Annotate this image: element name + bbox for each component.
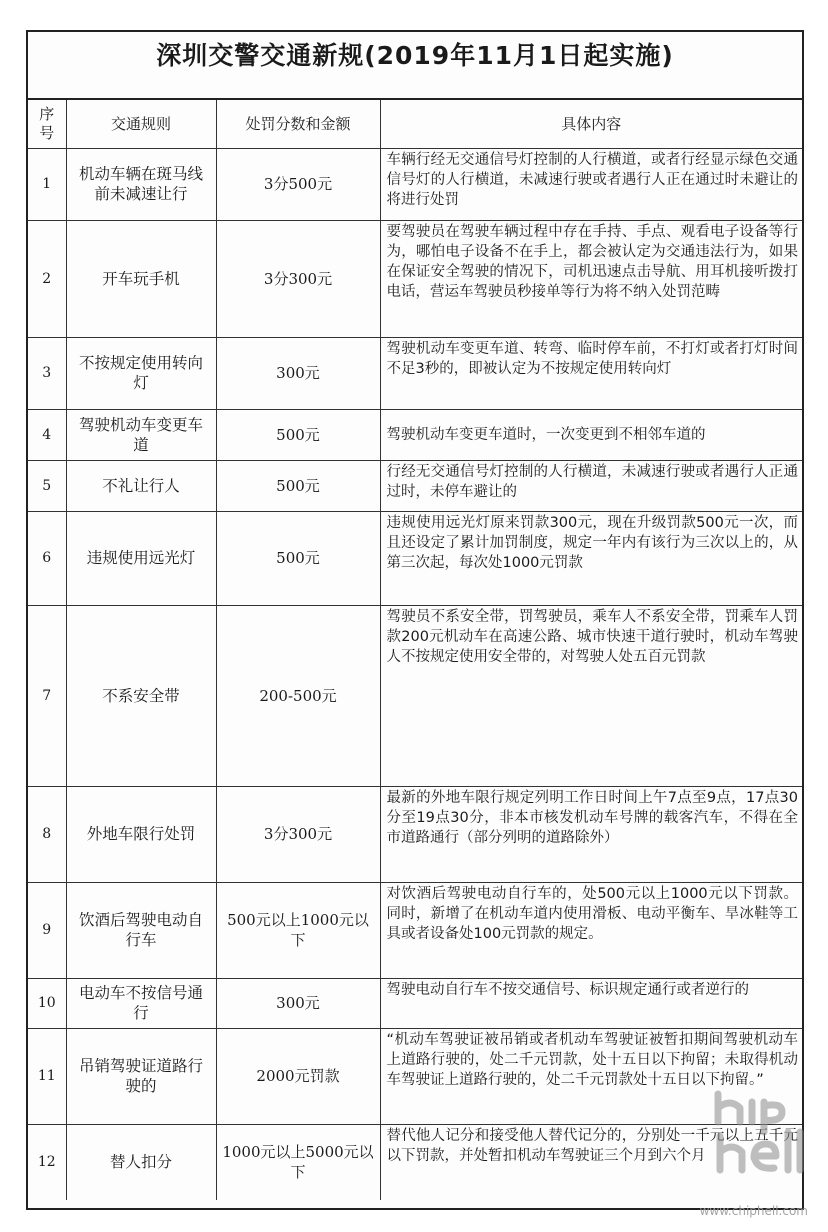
penalty-amount: 3分300元 — [216, 786, 380, 882]
penalty-amount: 1000元以上5000元以下 — [216, 1124, 380, 1200]
rule-name: 机动车辆在斑马线前未减速让行 — [66, 148, 216, 220]
row-number: 9 — [28, 882, 66, 978]
row-number: 7 — [28, 605, 66, 786]
table-row — [28, 511, 802, 605]
row-number: 8 — [28, 786, 66, 882]
rule-detail: 对饮酒后驾驶电动自行车的，处500元以上1000元以下罚款。同时，新增了在机动车道内使用滑板、电动平衡车、旱冰鞋等工具或者设备处100元罚款的规定。 — [380, 882, 802, 978]
penalty-amount: 3分300元 — [216, 220, 380, 337]
header-rule: 交通规则 — [66, 100, 216, 148]
table-row — [28, 786, 802, 882]
table-row — [28, 1028, 802, 1124]
penalty-amount: 300元 — [216, 337, 380, 409]
rules-sheet — [26, 30, 804, 1210]
table-row — [28, 1124, 802, 1200]
rule-name: 不礼让行人 — [66, 460, 216, 511]
penalty-amount: 500元 — [216, 460, 380, 511]
rule-detail: 驾驶机动车变更车道、转弯、临时停车前，不打灯或者打灯时间不足3秒的，即被认定为不按规定使用转向灯 — [380, 337, 802, 409]
penalty-amount: 3分500元 — [216, 148, 380, 220]
watermark-url: www.chiphell.com — [699, 1204, 808, 1218]
row-number: 4 — [28, 409, 66, 460]
rule-detail: 车辆行经无交通信号灯控制的人行横道，或者行经显示绿色交通信号灯的人行横道，未减速行驶或者遇行人正在通过时未避让的将进行处罚 — [380, 148, 802, 220]
header-no: 序号 — [28, 100, 66, 148]
rule-detail: 要驾驶员在驾驶车辆过程中存在手持、手点、观看电子设备等行为，哪怕电子设备不在手上，都会被认定为交通违法行为，如果在保证安全驾驶的情况下，司机迅速点击导航、用耳机接听拨打电话，营运车驾驶员秒接单等行为将不纳入处罚范畴 — [380, 220, 802, 337]
row-number: 5 — [28, 460, 66, 511]
rule-detail: 驾驶电动自行车不按交通信号、标识规定通行或者逆行的 — [380, 978, 802, 1028]
rule-name: 驾驶机动车变更车道 — [66, 409, 216, 460]
row-number: 12 — [28, 1124, 66, 1200]
rule-detail: 替代他人记分和接受他人替代记分的，分别处一千元以上五千元以下罚款，并处暂扣机动车驾驶证三个月到六个月 — [380, 1124, 802, 1200]
rule-name: 吊销驾驶证道路行驶的 — [66, 1028, 216, 1124]
table-row — [28, 605, 802, 786]
penalty-amount: 2000元罚款 — [216, 1028, 380, 1124]
table-row — [28, 409, 802, 460]
rule-name: 外地车限行处罚 — [66, 786, 216, 882]
table-row — [28, 220, 802, 337]
table-row — [28, 337, 802, 409]
table-row — [28, 460, 802, 511]
rule-name: 电动车不按信号通行 — [66, 978, 216, 1028]
rule-name: 替人扣分 — [66, 1124, 216, 1200]
row-number: 3 — [28, 337, 66, 409]
rules-table — [28, 100, 802, 1200]
rule-name: 违规使用远光灯 — [66, 511, 216, 605]
rule-detail: 驾驶机动车变更车道时，一次变更到不相邻车道的 — [380, 409, 802, 460]
row-number: 2 — [28, 220, 66, 337]
header-row — [28, 100, 802, 148]
rule-name: 不系安全带 — [66, 605, 216, 786]
rule-detail: “机动车驾驶证被吊销或者机动车驾驶证被暂扣期间驾驶机动车上道路行驶的，处二千元罚款，处十五日以下拘留；未取得机动车驾驶证上道路行驶的，处二千元罚款处十五日以下拘留。” — [380, 1028, 802, 1124]
rule-detail: 违规使用远光灯原来罚款300元，现在升级罚款500元一次，而且还设定了累计加罚制度，规定一年内有该行为三次以上的，从第三次起，每次处1000元罚款 — [380, 511, 802, 605]
rule-detail: 行经无交通信号灯控制的人行横道，未减速行驶或者遇行人正通过时，未停车避让的 — [380, 460, 802, 511]
rule-name: 不按规定使用转向灯 — [66, 337, 216, 409]
page-title: 深圳交警交通新规(2019年11月1日起实施) — [28, 32, 802, 100]
row-number: 6 — [28, 511, 66, 605]
row-number: 1 — [28, 148, 66, 220]
table-row — [28, 978, 802, 1028]
header-penalty: 处罚分数和金额 — [216, 100, 380, 148]
rule-name: 饮酒后驾驶电动自行车 — [66, 882, 216, 978]
rule-detail: 驾驶员不系安全带，罚驾驶员，乘车人不系安全带，罚乘车人罚款200元机动车在高速公路、城市快速干道行驶时，机动车驾驶人不按规定使用安全带的，对驾驶人处五百元罚款 — [380, 605, 802, 786]
penalty-amount: 300元 — [216, 978, 380, 1028]
table-row — [28, 882, 802, 978]
rule-name: 开车玩手机 — [66, 220, 216, 337]
row-number: 10 — [28, 978, 66, 1028]
table-row — [28, 148, 802, 220]
header-detail: 具体内容 — [380, 100, 802, 148]
penalty-amount: 500元 — [216, 511, 380, 605]
penalty-amount: 500元 — [216, 409, 380, 460]
rule-detail: 最新的外地车限行规定列明工作日时间上午7点至9点，17点30分至19点30分，非本市核发机动车号牌的载客汽车，不得在全市道路通行（部分列明的道路除外） — [380, 786, 802, 882]
row-number: 11 — [28, 1028, 66, 1124]
penalty-amount: 500元以上1000元以下 — [216, 882, 380, 978]
penalty-amount: 200-500元 — [216, 605, 380, 786]
